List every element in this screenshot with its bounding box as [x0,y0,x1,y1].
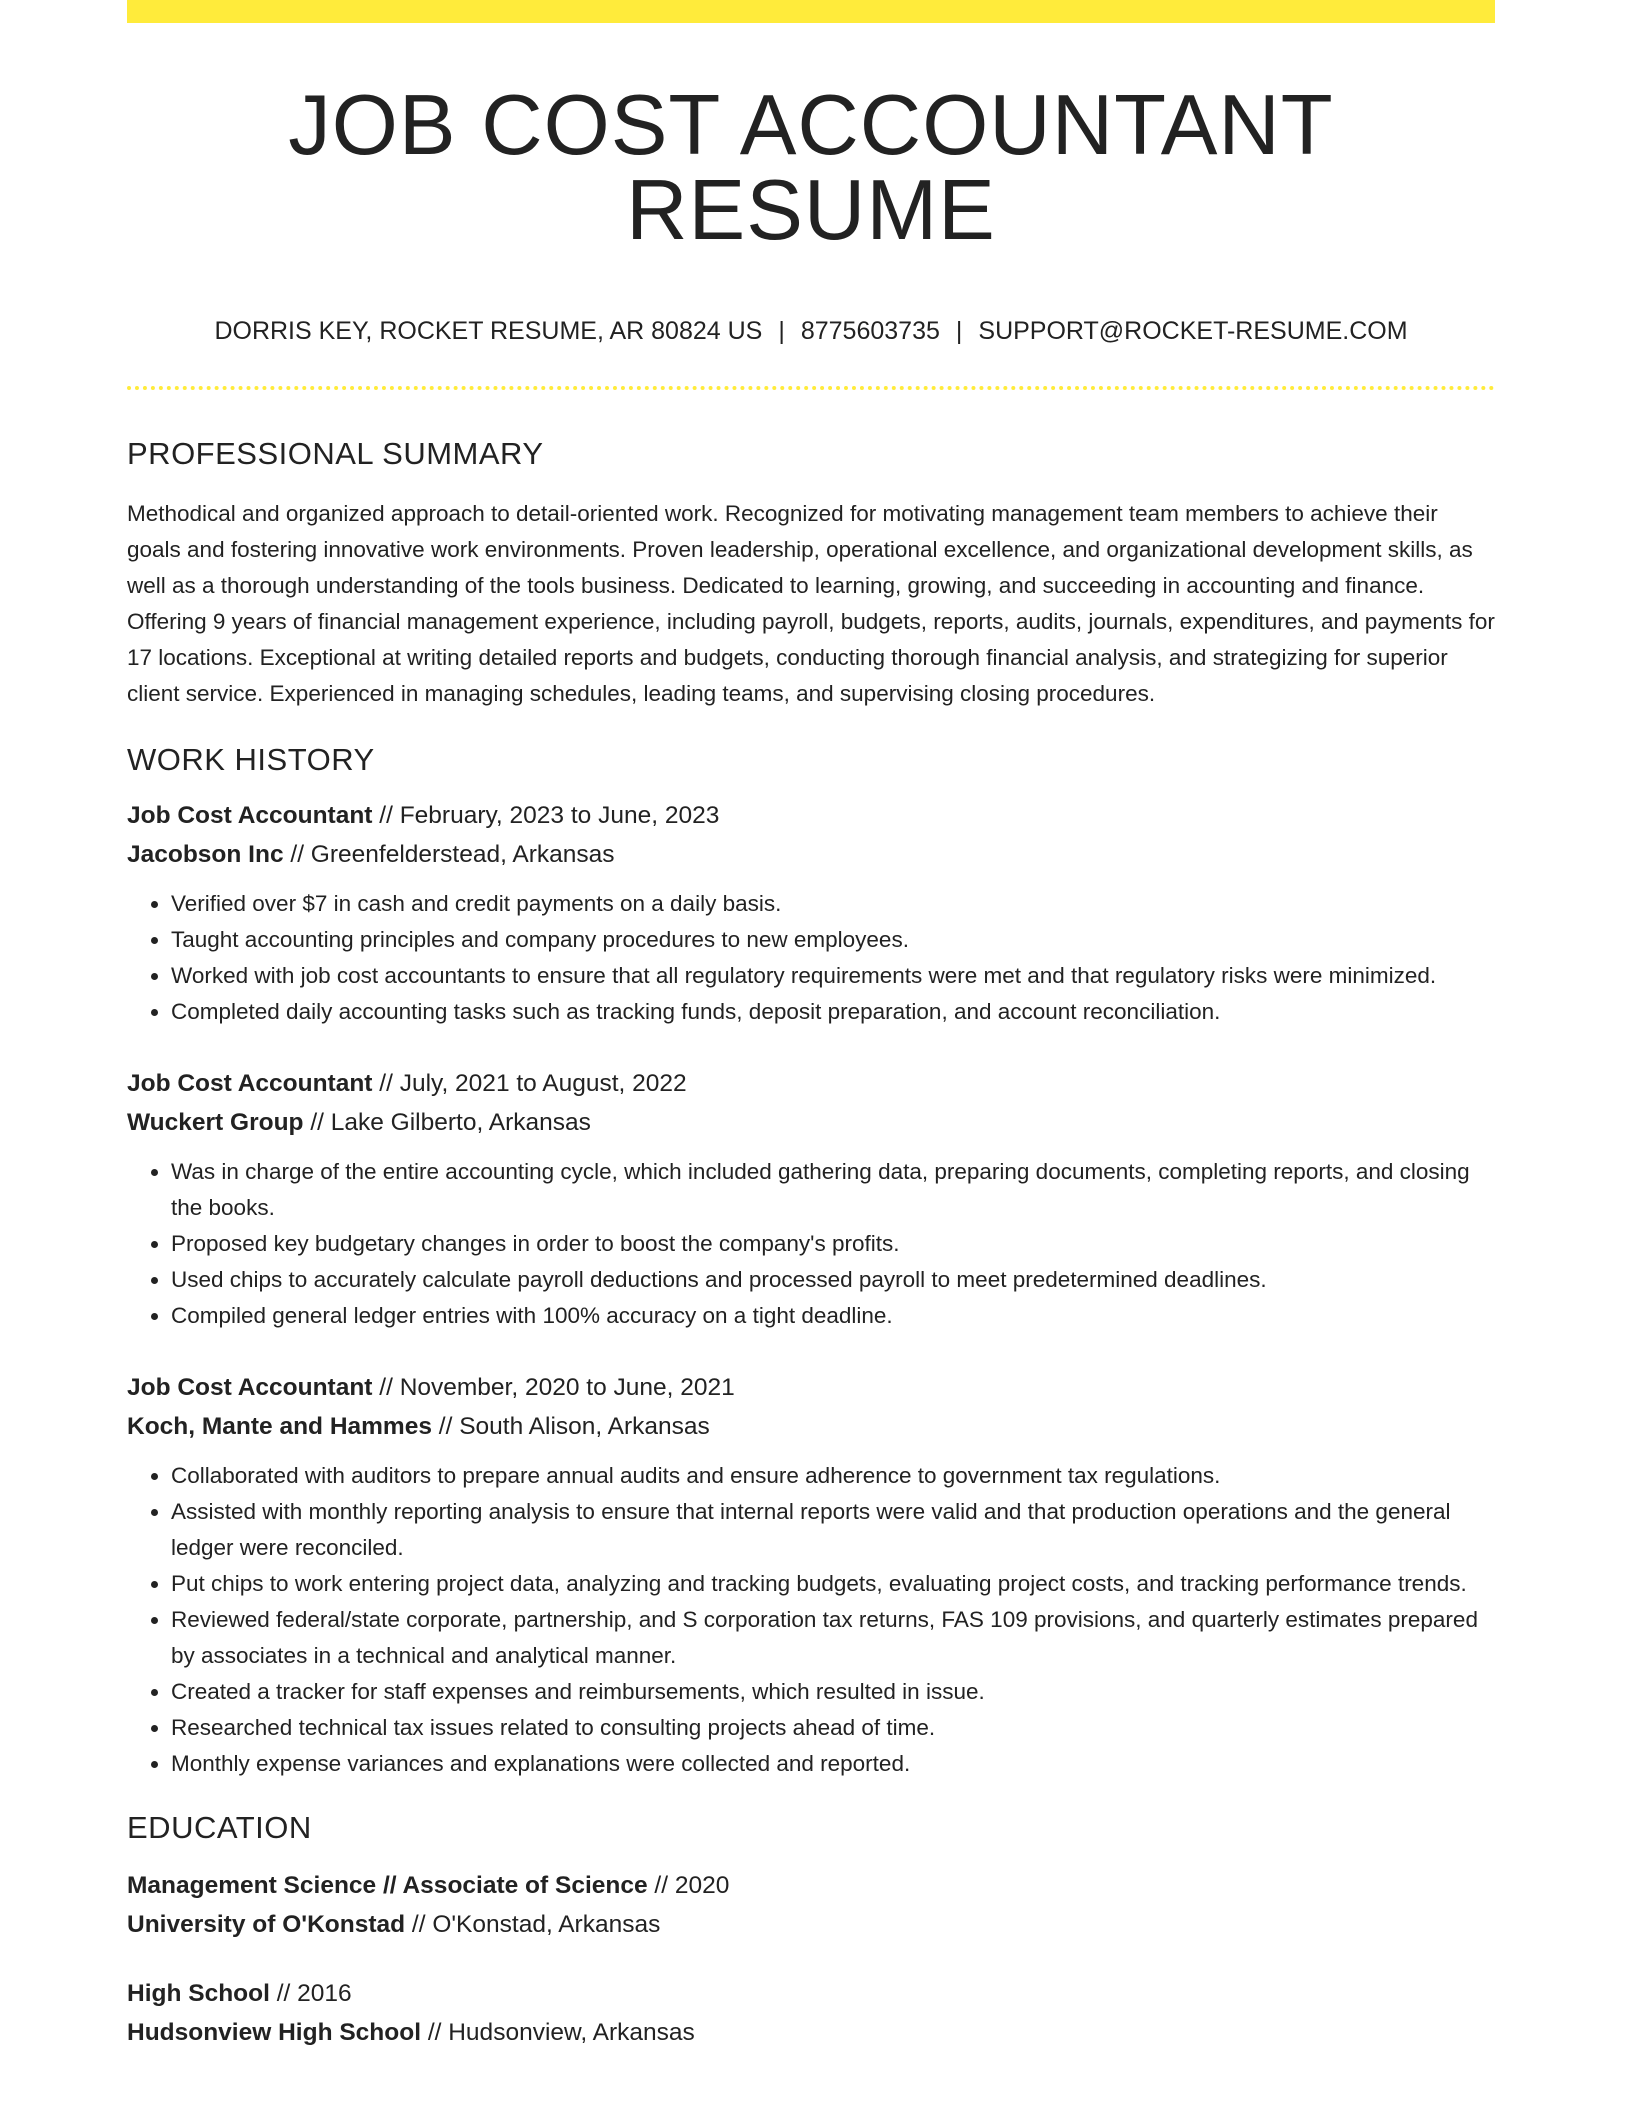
list-item: • Taught accounting principles and company procedures to new employees. [171,922,1495,958]
education-heading: EDUCATION [127,1810,312,1845]
job-entry [127,1064,1495,1334]
job-title: Job Cost Accountant [127,1374,373,1401]
list-item: • Put chips to work entering project data, analyzing and tracking budgets, evaluating project costs, and tracking performance trends. [171,1566,1495,1602]
job-company: Koch, Mante and Hammes [127,1413,432,1440]
job-company-line [127,1103,1495,1142]
job-location: // South Alison, Arkansas [431,1413,710,1440]
education-year: // 2020 [647,1872,730,1899]
education-degree-line [127,1974,1495,2013]
job-company-line [127,1407,1495,1446]
education-school: University of O'Konstad [127,1911,406,1938]
job-entry [127,1368,1495,1782]
list-item: • Used chips to accurately calculate payroll deductions and processed payroll to meet predetermined deadlines. [171,1262,1495,1298]
contact-separator: | [778,317,785,345]
education-entry [127,1866,1495,1944]
contact-email: SUPPORT@ROCKET-RESUME.COM [978,317,1408,345]
work-history-heading: WORK HISTORY [127,742,375,777]
education-entry [127,1974,1495,2052]
list-item: • Assisted with monthly reporting analysis to ensure that internal reports were valid and that production operations and the general ledger were reconciled. [171,1494,1495,1566]
contact-address: DORRIS KEY, ROCKET RESUME, AR 80824 US [214,317,763,345]
list-item: • Researched technical tax issues related to consulting projects ahead of time. [171,1710,1495,1746]
job-company: Wuckert Group [127,1109,304,1136]
job-title-line [127,1064,1495,1103]
list-item: • Compiled general ledger entries with 100% accuracy on a tight deadline. [171,1298,1495,1334]
dotted-divider [127,386,1495,390]
list-item: • Completed daily accounting tasks such as tracking funds, deposit preparation, and account reconciliation. [171,994,1495,1030]
job-title-line [127,796,1495,835]
education-degree: Management Science // Associate of Science [127,1872,648,1899]
education-school-line [127,2013,1495,2052]
job-title: Job Cost Accountant [127,1070,373,1097]
education-location: // O'Konstad, Arkansas [405,1911,661,1938]
job-entry [127,796,1495,1030]
education-location: // Hudsonview, Arkansas [421,2019,695,2046]
list-item: • Worked with job cost accountants to ensure that all regulatory requirements were met and that regulatory risks were minimized. [171,958,1495,994]
job-location: // Lake Gilberto, Arkansas [303,1109,591,1136]
job-bullets [127,1458,1495,1782]
job-bullets [127,1154,1495,1334]
job-dates: // February, 2023 to June, 2023 [372,802,720,829]
job-title: Job Cost Accountant [127,802,373,829]
job-location: // Greenfelderstead, Arkansas [283,841,615,868]
job-title-line [127,1368,1495,1407]
resume-title: JOB COST ACCOUNTANT RESUME [288,78,1334,258]
contact-phone: 8775603735 [800,317,940,345]
list-item: • Proposed key budgetary changes in order to boost the company's profits. [171,1226,1495,1262]
resume-page [127,0,1495,2052]
summary-heading: PROFESSIONAL SUMMARY [127,436,544,471]
list-item: • Created a tracker for staff expenses and reimbursements, which resulted in issue. [171,1674,1495,1710]
summary-text: Methodical and organized approach to detail-oriented work. Recognized for motivating management team members to achieve their goals and fostering innovative work environments. Proven leadership, operational excellence, and organizational development skills, as well as a thorough understanding of the tools business. Dedicated to learning, growing, and succeeding in accounting and finance. Offering 9 years of financial management experience, including payroll, budgets, reports, audits, journals, expenditures, and payments for 17 locations. Exceptional at writing detailed reports and budgets, conducting thorough financial analysis, and strategizing for superior client service. Experienced in managing schedules, leading teams, and supervising closing procedures. [127,501,1495,706]
education-school-line [127,1905,1495,1944]
job-company: Jacobson Inc [127,841,284,868]
education-degree-line [127,1866,1495,1905]
education-degree: High School [127,1980,270,2007]
job-bullets [127,886,1495,1030]
list-item: • Collaborated with auditors to prepare annual audits and ensure adherence to government tax regulations. [171,1458,1495,1494]
list-item: • Verified over $7 in cash and credit payments on a daily basis. [171,886,1495,922]
education-year: // 2016 [269,1980,352,2007]
list-item: • Was in charge of the entire accounting cycle, which included gathering data, preparing documents, completing reports, and closing the books. [171,1154,1495,1226]
list-item: • Monthly expense variances and explanations were collected and reported. [171,1746,1495,1782]
job-dates: // November, 2020 to June, 2021 [372,1374,735,1401]
job-dates: // July, 2021 to August, 2022 [372,1070,687,1097]
contact-separator: | [955,317,963,345]
education-school: Hudsonview High School [127,2019,422,2046]
contact-line [127,317,1495,346]
accent-top-bar [127,0,1495,23]
list-item: • Reviewed federal/state corporate, partnership, and S corporation tax returns, FAS 109 provisions, and quarterly estimates prepared by associates in a technical and analytical manner. [171,1602,1495,1674]
job-company-line [127,835,1495,874]
